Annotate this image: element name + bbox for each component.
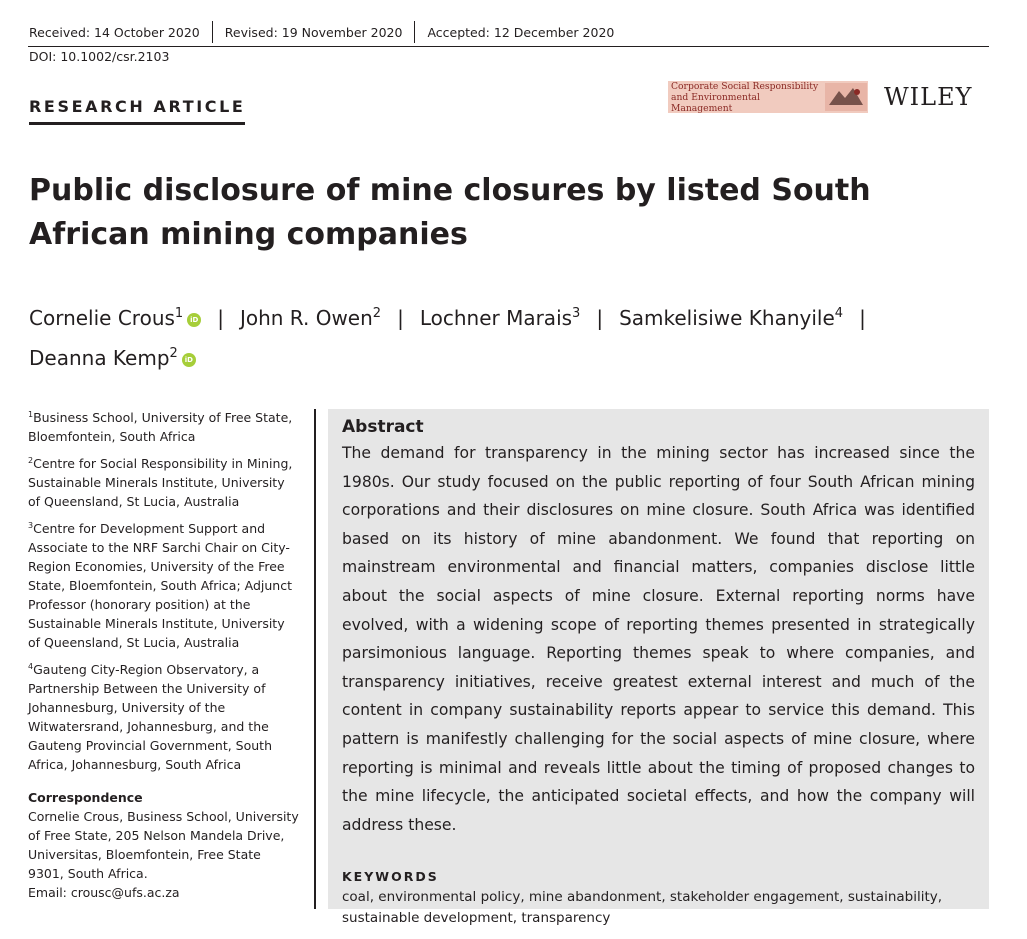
affiliation: $^4$Gauteng City-Region Observatory, a Partnership Between the University of Johannesburg, University of the Witwatersrand, Johannesburg, and the Gauteng Provincial Government, South Africa, Johannesburg, South Africa [28, 662, 272, 772]
author-name: Cornelie Crous [29, 306, 175, 330]
author-name: John R. Owen [239, 306, 373, 330]
affiliation: $^2$Centre for Social Responsibility in Mining, Sustainable Minerals Institute, University of Queensland, St Lucia, Australia [28, 456, 293, 509]
orcid-icon[interactable]: iD [187, 313, 201, 327]
abstract-text: The demand for transparency in the mining sector has increased since the 1980s. Our study focused on the public reporting of four South African mining corporations and their disclosures on mine closure. South Africa was identified based on its history of mine abandonment. We found that reporting on mainstream environmental and financial matters, companies disclose little about the social aspects of mine closure. External reporting norms have evolved, with a widening scope of reporting themes presented in strategically parsimonious language. Reporting themes speak to where companies, and transparency initiatives, receive greatest external interest and much of the content in company sustainability reports appear to service this demand. This pattern is manifestly challenging for the social aspects of mine closure, where reporting is minimal and reveals little about the timing of proposed changes to the mine lifecycle, the anticipated societal effects, and how the company will address these. [342, 444, 975, 834]
affiliations-column [28, 405, 300, 902]
publisher-logo: WILEY [884, 83, 973, 111]
article-type: RESEARCH ARTICLE [29, 97, 245, 125]
author-affiliation: 2 [169, 346, 178, 361]
keywords-text: coal, environmental policy, mine abandonment, stakeholder engagement, sustainability, sustainable development, transparency [342, 889, 943, 927]
author-name: Samkelisiwe Khanyile [619, 306, 835, 330]
correspondence-email[interactable]: Email: crousc@ufs.ac.za [28, 885, 180, 900]
correspondence-heading: Correspondence [28, 790, 143, 805]
affiliation: $^3$Centre for Development Support and Associate to the NRF Sarchi Chair on City-Region Economies, University of the Free State, Bloemfontein, South Africa; Adjunct Professor (honorary position) at the Sustainable Minerals Institute, University of Queensland, St Lucia, Australia [28, 521, 292, 650]
author-affiliation: 1 [174, 306, 184, 321]
author-name: Lochner Marais [419, 306, 573, 330]
accepted-date: Accepted: 12 December 2020 [427, 24, 615, 40]
paper-title: Public disclosure of mine closures by listed South African mining companies [29, 173, 871, 252]
author-affiliation: 4 [834, 306, 844, 321]
correspondence-address: Cornelie Crous, Business School, University of Free State, 205 Nelson Mandela Drive, Universitas, Bloemfontein, Free State 9301, South Africa. [28, 809, 299, 881]
journal-banner [668, 81, 868, 113]
doi: DOI: 10.1002/csr.2103 [29, 49, 170, 64]
author-affiliation: 3 [572, 306, 581, 321]
received-date: Received: 14 October 2020 [29, 24, 200, 40]
abstract-box [328, 409, 989, 927]
journal-logo-icon [825, 83, 867, 111]
dates-bar [28, 20, 989, 47]
author-affiliation: 2 [372, 306, 382, 321]
affiliation: $^1$Business School, University of Free State, Bloemfontein, South Africa [28, 410, 293, 444]
abstract-heading: Abstract [342, 417, 424, 437]
keywords-heading: KEYWORDS [342, 869, 439, 885]
column-divider [314, 409, 316, 909]
author-name: Deanna Kemp [29, 346, 170, 370]
orcid-icon[interactable]: iD [182, 353, 196, 367]
journal-name: Corporate Social Responsibility and Environmental Management [671, 80, 819, 114]
author-list: Cornelie Crous$^1$ iD | John R. Owen$^2$ | Lochner Marais$^3$ | Samkelisiwe Khanyile$^4$ | Deanna Kemp$^2$ iD [29, 306, 866, 370]
revised-date: Revised: 19 November 2020 [224, 24, 403, 40]
